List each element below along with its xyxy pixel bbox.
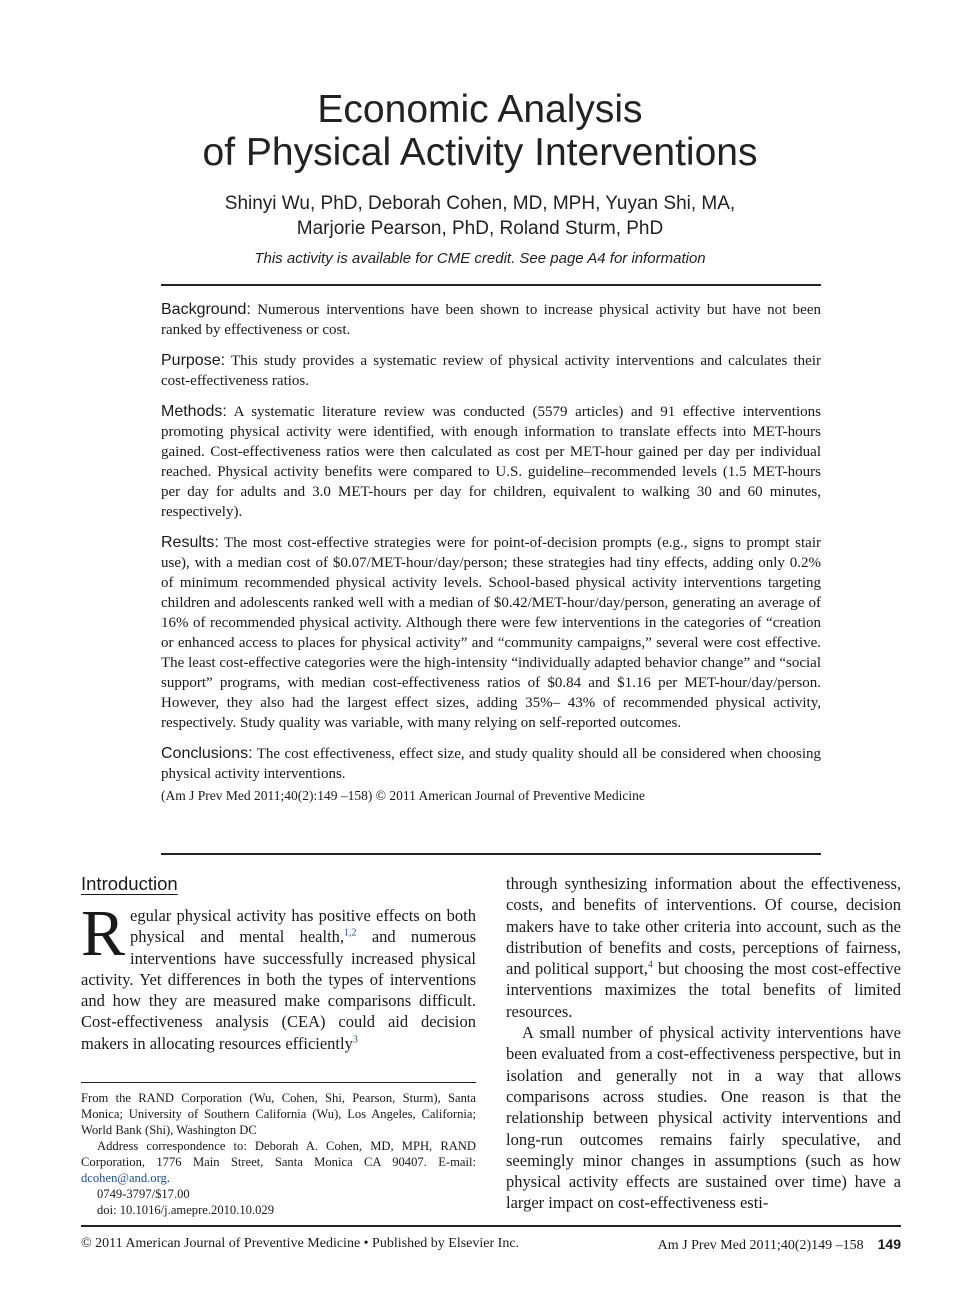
purpose-text: This study provides a systematic review of physical activity interventions and calculates their cost-effectiveness ratios. bbox=[161, 353, 821, 389]
intro-text-b: and numerous interventions have successfully increased physical activity. Yet differences in both the types of interventions and how they are measured make comparisons difficult. Cost-effectiveness analysis (CEA) could aid decision makers in allocating resources efficiently bbox=[81, 927, 476, 1053]
results-text: The most cost-effective strategies were for point-of-decision prompts (e.g., signs to prompt stair use), with a median cost of $0.07/MET-hour/day/person; these strategies had tiny effects, adding only 0.2% of minimum recommended physical activity levels. School-based physical activity interventions targeting children and adolescents ranked well with a median of $0.42/MET-hour/day/person, generating an average of 16% of recommended physical activity. Although there were few interventions in the categories of “creation or enhanced access to places for physical activity” and “community campaigns,” several were cost effective. The least cost-effective categories were the high-intensity “individually adapted behavior change” and “social support” programs, with median cost-effectiveness ratios of $0.84 and $1.16 per MET-hour/day/person. However, they also had the largest effect sizes, adding 35%– 43% of recommended physical activity, respectively. Study quality was variable, with many relying on self-reported outcomes. bbox=[161, 535, 821, 731]
footer-journal bbox=[658, 1236, 901, 1254]
correspondence-note bbox=[81, 1138, 476, 1186]
abstract-top-rule bbox=[161, 284, 821, 286]
cme-note: This activity is available for CME credit. See page A4 for information bbox=[254, 250, 706, 267]
drop-cap: R bbox=[81, 897, 126, 970]
abstract-background bbox=[161, 300, 821, 340]
title-line-2: of Physical Activity Interventions bbox=[202, 131, 758, 174]
authors-line-2: Marjorie Pearson, PhD, Roland Sturm, PhD bbox=[296, 218, 664, 239]
purpose-heading: Purpose: bbox=[161, 352, 226, 369]
address-text: Address correspondence to: Deborah A. Cohen, MD, MPH, RAND Corporation, 1776 Main Street, Santa Monica CA 90407. E-mail: bbox=[81, 1139, 476, 1169]
issn-note: 0749-3797/$17.00 bbox=[97, 1187, 190, 1201]
author-list bbox=[0, 191, 960, 241]
email-suffix: . bbox=[166, 1171, 171, 1185]
methods-text: A systematic literature review was conducted (5579 articles) and 91 effective interventions promoting physical activity were identified, with enough information to translate effects into MET-hours gained. Cost-effectiveness ratios were then calculated as cost per MET-hour gained per day per individual reached. Physical activity benefits were compared to U.S. guideline–recommended levels (1.5 MET-hours per day for adults and 3.0 MET-hours per day for children, equivalent to walking 30 and 60 minutes, respectively). bbox=[161, 404, 821, 520]
page-number: 149 bbox=[877, 1236, 901, 1252]
footnote-rule bbox=[81, 1082, 476, 1083]
intro-right-column bbox=[506, 873, 901, 1214]
reference-link[interactable]: 3 bbox=[352, 1034, 358, 1046]
authors-line-1: Shinyi Wu, PhD, Deborah Cohen, MD, MPH, Yuyan Shi, MA, bbox=[224, 193, 736, 214]
section-heading-introduction: Introduction bbox=[81, 873, 178, 894]
title-line-1: Economic Analysis bbox=[317, 88, 643, 131]
footer-rule bbox=[81, 1225, 901, 1227]
email-link[interactable]: dcohen@and.org bbox=[81, 1171, 167, 1185]
conclusions-text: The cost effectiveness, effect size, and study quality should all be considered when choosing physical activity interventions. bbox=[161, 746, 821, 782]
reference-link[interactable]: 1,2 bbox=[344, 927, 357, 939]
right-text-a: through synthesizing information about the effectiveness, costs, and benefits of interventions. Of course, decision makers have to take other criteria into account, such as the distribution of benefits and costs, perceptions of fairness, and political support, bbox=[506, 874, 901, 979]
right-paragraph-2: A small number of physical activity interventions have been evaluated from a cost-effectiveness perspective, but in isolation and generally not in a way that allows comparisons across studies. One reason is that the relationship between physical activity interventions and long-run outcomes remains fairly speculative, and seemingly minor changes in assumptions (such as how physical activity effects are sustained over time) have a larger impact on cost-effectiveness esti- bbox=[506, 1023, 901, 1213]
methods-heading: Methods: bbox=[161, 403, 227, 420]
affiliation-note: From the RAND Corporation (Wu, Cohen, Shi, Pearson, Sturm), Santa Monica; University of Southern California (Wu), Los Angeles, California; World Bank (Shi), Washington DC bbox=[81, 1091, 476, 1137]
abstract-purpose bbox=[161, 351, 821, 391]
article-title bbox=[0, 88, 960, 174]
results-heading: Results: bbox=[161, 534, 219, 551]
right-text-b: but choosing the most cost-effective interventions maximizes the total benefits of limited resources. bbox=[506, 959, 901, 1021]
footer-citation: Am J Prev Med 2011;40(2)149 –158 bbox=[657, 1238, 864, 1253]
conclusions-heading: Conclusions: bbox=[161, 745, 253, 762]
abstract-bottom-rule bbox=[161, 853, 821, 855]
intro-left-column bbox=[81, 897, 476, 1054]
abstract-methods bbox=[161, 402, 821, 522]
background-heading: Background: bbox=[161, 301, 251, 318]
right-paragraph-1 bbox=[506, 873, 901, 1022]
reference-link[interactable]: 4 bbox=[647, 959, 653, 971]
abstract-conclusions bbox=[161, 744, 821, 784]
citation: (Am J Prev Med 2011;40(2):149 –158) © 2011 American Journal of Preventive Medicine bbox=[161, 788, 645, 803]
abstract bbox=[161, 300, 821, 816]
abstract-results bbox=[161, 533, 821, 733]
doi-note: doi: 10.1016/j.amepre.2010.10.029 bbox=[97, 1203, 274, 1217]
background-text: Numerous interventions have been shown to increase physical activity but have not been ranked by effectiveness or cost. bbox=[161, 302, 821, 338]
intro-text-a: egular physical activity has positive effects on both physical and mental health, bbox=[130, 906, 476, 947]
footer-copyright: © 2011 American Journal of Preventive Medicine • Published by Elsevier Inc. bbox=[81, 1236, 520, 1251]
footnotes bbox=[81, 1090, 476, 1218]
